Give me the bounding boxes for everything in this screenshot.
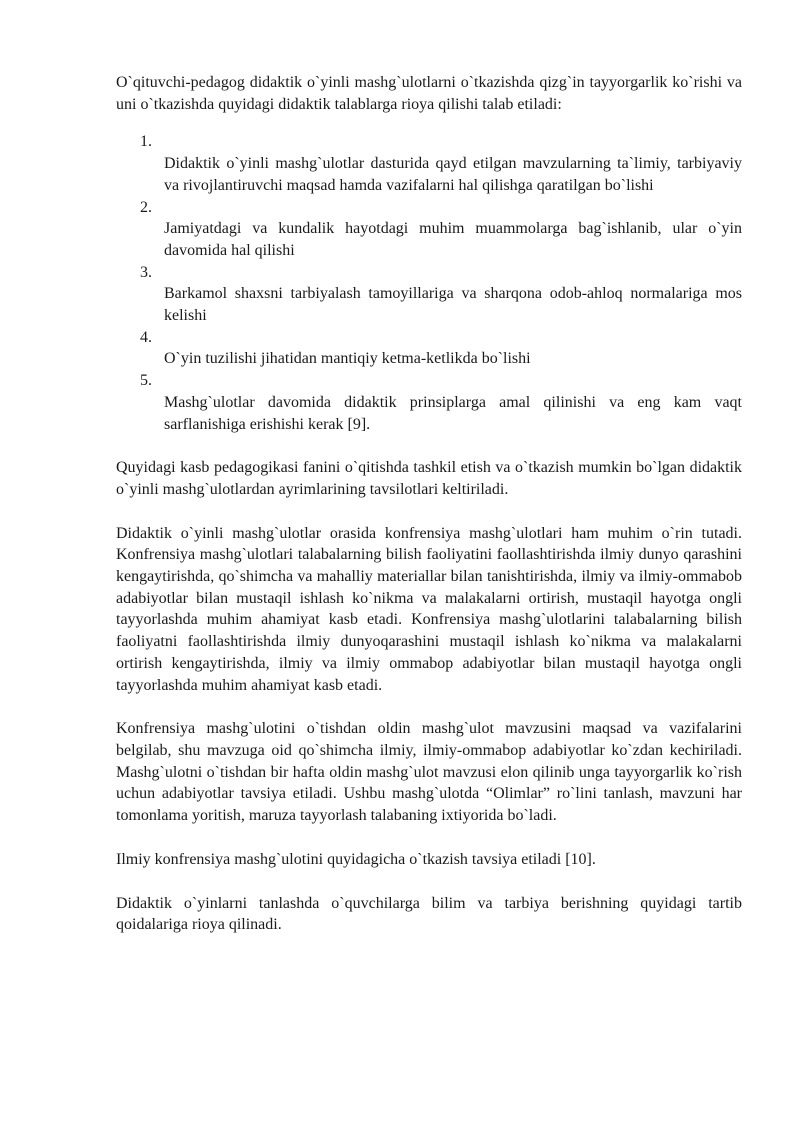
list-item-text: O`yin tuzilishi jihatidan mantiqiy ketma-ketlikda bo`lishi xyxy=(164,350,531,368)
intro-paragraph: O`qituvchi-pedagog didaktik o`yinli mashg`ulotlarni o`tkazishda qizg`in tayyorgarlik ko`rishi va uni o`tkazishda quyidagi didaktik talablarga rioya qilishi talab etiladi: xyxy=(116,74,742,113)
list-item-number: 5. xyxy=(140,372,152,390)
list-item xyxy=(116,197,742,262)
body-paragraph: Quyidagi kasb pedagogikasi fanini o`qitishda tashkil etish va o`tkazish mumkin bo`lgan didaktik o`yinli mashg`ulotlardan ayrimlarining tavsilotlari keltiriladi. xyxy=(116,459,742,498)
body-paragraph: Didaktik o`yinli mashg`ulotlar orasida konfrensiya mashg`ulotlari ham muhim o`rin tutadi. Konfrensiya mashg`ulotlari talabalarning bilish faoliyatini faollashtirishda ilmiy dunyo qarashini kengaytirishda, qo`shimcha va mahalliy materiallar bilan tanishtirishda, ilmiy va ilmiy-ommabob adabiyotlar bilan mustaqil ishlash ko`nikma va malakalarni ortirish, mustaqil hayotga ongli tayyorlashda muhim ahamiyat kasb etadi. Konfrensiya mashg`ulotlarini talabalarning bilish faoliyatni faollashtirishda ilmiy dunyoqarashini mustaqil ishlash ko`nikma va malakalarni ortirish kengaytirishda, ilmiy va ilmiy ommabop adabiyotlar bilan mustaqil hayotga ongli tayyorlashda muhim ahamiyat kasb etadi. xyxy=(116,524,742,694)
list-item-number: 1. xyxy=(140,133,152,151)
list-item-text: Barkamol shaxsni tarbiyalash tamoyillariga va sharqona odob-ahloq normalariga mos kelishi xyxy=(164,285,742,325)
body-paragraph: Konfrensiya mashg`ulotini o`tishdan oldin mashg`ulot mavzusini maqsad va vazifalarini belgilab, shu mavzuga oid qo`shimcha ilmiy, ilmiy-ommabop adabiyotlar ko`zdan kechiriladi. Mashg`ulotni o`tishdan bir hafta oldin mashg`ulot mavzusi elon qilinib unga tayyorgarlik ko`rish uchun adabiyotlar tavsiya etiladi. Ushbu mashg`ulotda “Olimlar” ro`lini tanlash, mavzuni har tomonlama yoritish, maruza tayyorlash talabaning ixtiyorida bo`ladi. xyxy=(116,720,742,825)
list-item-text: Didaktik o`yinli mashg`ulotlar dasturida qayd etilgan mavzularning ta`limiy, tarbiyaviy va rivojlantiruvchi maqsad hamda vazifalarni hal qilishga qaratilgan bo`lishi xyxy=(164,155,742,194)
list-item-number: 4. xyxy=(140,328,152,346)
list-item xyxy=(116,327,742,370)
list-item xyxy=(116,370,742,435)
list-item-text: Mashg`ulotlar davomida didaktik prinsiplarga amal qilinishi va eng kam vaqt sarflanishiga erishishi kerak [9]. xyxy=(164,393,742,433)
list-item xyxy=(116,262,742,327)
list-item-number: 3. xyxy=(140,263,152,281)
list-item xyxy=(116,131,742,196)
body-paragraph: Ilmiy konfrensiya mashg`ulotini quyidagicha o`tkazish tavsiya etiladi [10]. xyxy=(116,850,596,868)
list-item-text: Jamiyatdagi va kundalik hayotdagi muhim muammolarga bag`ishlanib, ular o`yin davomida hal qilishi xyxy=(164,220,742,259)
requirements-list xyxy=(116,131,742,435)
list-item-number: 2. xyxy=(140,198,152,216)
body-paragraph: Didaktik o`yinlarni tanlashda o`quvchilarga bilim va tarbiya berishning quyidagi tartib qoidalariga rioya qilinadi. xyxy=(116,894,742,934)
